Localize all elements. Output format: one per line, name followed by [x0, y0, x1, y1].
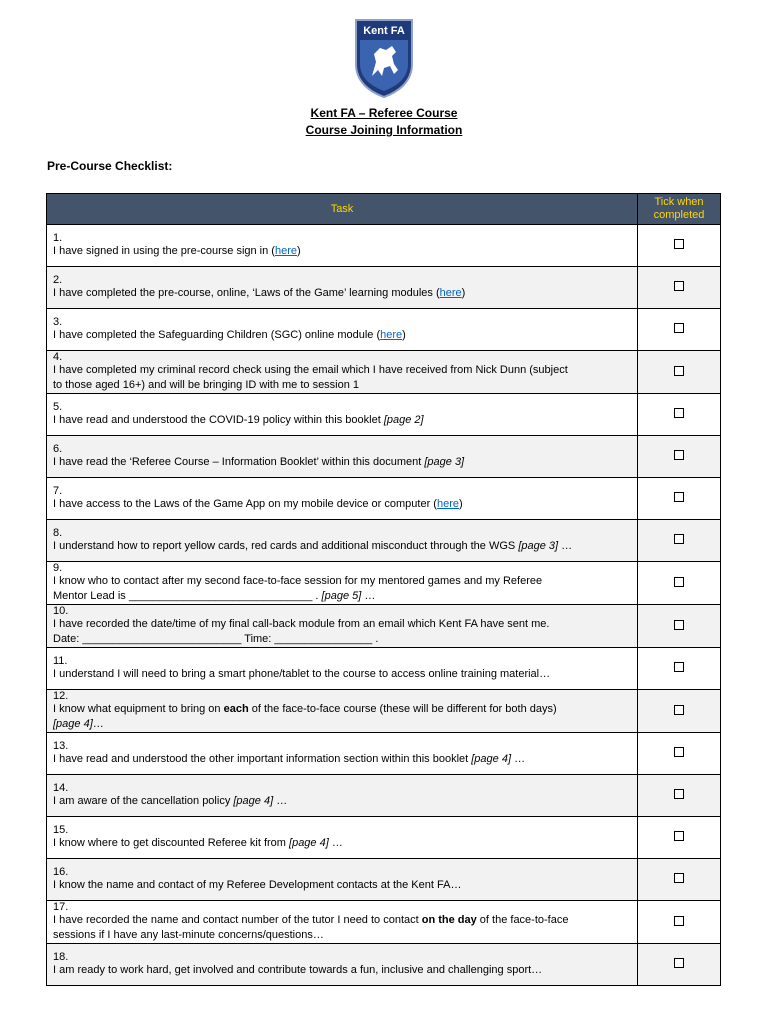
table-row [47, 351, 721, 394]
tick-checkbox[interactable] [674, 789, 684, 799]
tick-checkbox[interactable] [674, 662, 684, 672]
task-cell [47, 605, 638, 648]
task-text-line: … [92, 718, 104, 730]
header-tick-line-1: Tick when [654, 196, 704, 208]
task-text-line: Mentor Lead is ______________________________ . [53, 590, 322, 602]
tick-cell [638, 562, 721, 605]
page-reference: [page 4] [233, 795, 274, 807]
task-cell [47, 562, 638, 605]
table-row [47, 520, 721, 562]
table-row [47, 775, 721, 817]
task-text-line: I have completed my criminal record check using the email which I have received from Nick Dunn (subject [53, 364, 568, 376]
task-text-part: ) [461, 287, 466, 299]
task-number: 1. [53, 232, 63, 244]
task-number: 9. [53, 562, 63, 574]
task-number: 6. [53, 443, 63, 455]
table-row [47, 478, 721, 520]
page-reference: [page 5] [321, 590, 362, 602]
here-link[interactable]: here [380, 329, 403, 341]
task-text [53, 836, 618, 851]
task-cell [47, 690, 638, 733]
task-number: 12. [53, 690, 69, 702]
task-text [53, 794, 618, 809]
task-text-line: I know what equipment to bring on [53, 703, 224, 715]
tick-checkbox[interactable] [674, 747, 684, 757]
svg-text:Kent FA: Kent FA [363, 25, 405, 37]
task-number: 15. [53, 824, 69, 836]
tick-cell [638, 478, 721, 520]
tick-cell [638, 690, 721, 733]
task-text-part: … [511, 753, 526, 765]
tick-checkbox[interactable] [674, 366, 684, 376]
table-header-row [47, 194, 721, 225]
task-number: 18. [53, 951, 69, 963]
task-text [53, 497, 618, 512]
title-line-2: Course Joining Information [305, 123, 463, 137]
task-number: 11. [53, 655, 68, 667]
task-number: 3. [53, 316, 63, 328]
tick-checkbox[interactable] [674, 916, 684, 926]
task-text-part: I have signed in using the pre-course sign in ( [53, 245, 275, 257]
task-text-part: I am aware of the cancellation policy [53, 795, 234, 807]
header-task: Task [47, 194, 638, 225]
page-reference: [page 4] [289, 837, 329, 849]
task-text-part: I have completed the Safeguarding Children (SGC) online module ( [53, 329, 381, 341]
tick-cell [638, 267, 721, 309]
task-text-part: ) [402, 329, 406, 341]
task-text-part: … [328, 837, 343, 849]
table-row [47, 436, 721, 478]
task-text [53, 363, 618, 393]
task-text-line: to those aged 16+) and will be bringing ID with me to session 1 [53, 379, 360, 391]
table-row [47, 605, 721, 648]
page-reference: [page 3] [424, 456, 465, 468]
here-link[interactable]: here [436, 498, 459, 510]
table-row [47, 309, 721, 351]
task-cell [47, 901, 638, 944]
here-link[interactable]: here [274, 245, 297, 257]
table-row [47, 225, 721, 267]
tick-checkbox[interactable] [674, 281, 684, 291]
task-text-line: Date: __________________________ Time: ________________ . [53, 633, 379, 645]
task-text [53, 617, 618, 647]
tick-checkbox[interactable] [674, 492, 684, 502]
task-text-part: I have read and understood the COVID-19 policy within this booklet [53, 414, 384, 426]
task-text [53, 539, 618, 554]
task-text [53, 667, 618, 682]
tick-cell [638, 351, 721, 394]
task-text-part: I know where to get discounted Referee kit from [53, 837, 290, 849]
table-row [47, 562, 721, 605]
tick-cell [638, 309, 721, 351]
task-cell [47, 394, 638, 436]
task-text-part: ) [459, 498, 463, 510]
task-cell [47, 859, 638, 901]
task-number: 16. [53, 866, 69, 878]
task-text-line: I have recorded the name and contact number of the tutor I need to contact [53, 914, 422, 926]
table-row [47, 733, 721, 775]
tick-cell [638, 605, 721, 648]
table-row [47, 817, 721, 859]
table-row [47, 648, 721, 690]
tick-cell [638, 944, 721, 986]
task-text [53, 878, 618, 893]
task-text-line: … [361, 590, 376, 602]
tick-checkbox[interactable] [674, 831, 684, 841]
table-row [47, 901, 721, 944]
task-text [53, 963, 618, 978]
task-number: 10. [53, 605, 69, 617]
tick-checkbox[interactable] [674, 408, 684, 418]
task-text-part: … [558, 540, 573, 552]
tick-checkbox[interactable] [674, 577, 684, 587]
tick-cell [638, 520, 721, 562]
document-titles [0, 105, 768, 139]
tick-checkbox[interactable] [674, 873, 684, 883]
task-cell [47, 817, 638, 859]
task-text-line: sessions if I have any last-minute concerns/questions… [53, 929, 324, 941]
tick-cell [638, 733, 721, 775]
table-row [47, 944, 721, 986]
task-cell [47, 309, 638, 351]
task-text-part: I have completed the pre-course, online, ‘Laws of the Game’ learning modules ( [53, 287, 440, 299]
task-text-part: … [273, 795, 288, 807]
page-reference: [page 4] [53, 718, 93, 730]
task-cell [47, 775, 638, 817]
header-tick [638, 194, 721, 225]
task-text-line: of the face-to-face course (these will be different for both days) [248, 703, 557, 715]
task-text-part: I understand I will need to bring a smart phone/tablet to the course to access online training material… [53, 668, 551, 680]
tick-cell [638, 775, 721, 817]
pre-course-checklist-table [46, 193, 721, 986]
task-text [53, 752, 618, 767]
tick-checkbox[interactable] [674, 620, 684, 630]
task-cell [47, 478, 638, 520]
tick-checkbox[interactable] [674, 239, 684, 249]
task-number: 8. [53, 527, 63, 539]
task-emphasis: each [223, 703, 249, 715]
tick-checkbox[interactable] [674, 450, 684, 460]
here-link[interactable]: here [439, 287, 462, 299]
tick-cell [638, 859, 721, 901]
task-emphasis: on the day [421, 914, 477, 926]
task-text [53, 286, 618, 301]
tick-cell [638, 817, 721, 859]
tick-cell [638, 648, 721, 690]
task-text [53, 574, 618, 604]
task-number: 13. [53, 740, 69, 752]
table-row [47, 859, 721, 901]
task-text-part: I understand how to report yellow cards, red cards and additional misconduct through the WGS [53, 540, 519, 552]
table-row [47, 267, 721, 309]
task-cell [47, 351, 638, 394]
task-text-part: ) [297, 245, 301, 257]
header-tick-line-2: completed [653, 209, 705, 221]
task-text-line: I know who to contact after my second face-to-face session for my mentored games and my Referee [53, 575, 543, 587]
tick-checkbox[interactable] [674, 705, 684, 715]
page-reference: [page 4] [471, 753, 512, 765]
page-reference: [page 3] [518, 540, 559, 552]
task-text-line: I have recorded the date/time of my final call-back module from an email which Kent FA have sent me. [53, 618, 550, 630]
table-row [47, 394, 721, 436]
task-text-part: I know the name and contact of my Referee Development contacts at the Kent FA… [53, 879, 462, 891]
task-text-line: of the face-to-face [476, 914, 569, 926]
page-reference: [page 2] [383, 414, 424, 426]
kent-fa-logo [354, 18, 414, 98]
task-number: 17. [53, 901, 69, 913]
task-number: 5. [53, 401, 63, 413]
task-text [53, 455, 618, 470]
task-cell [47, 436, 638, 478]
tick-checkbox[interactable] [674, 958, 684, 968]
task-number: 14. [53, 782, 69, 794]
task-cell [47, 648, 638, 690]
task-text [53, 413, 618, 428]
task-cell [47, 267, 638, 309]
task-text-part: I have access to the Laws of the Game App on my mobile device or computer ( [53, 498, 437, 510]
section-title: Pre-Course Checklist: [47, 159, 173, 173]
task-cell [47, 225, 638, 267]
tick-cell [638, 901, 721, 944]
tick-cell [638, 394, 721, 436]
task-text [53, 328, 618, 343]
tick-checkbox[interactable] [674, 534, 684, 544]
task-text-part: I am ready to work hard, get involved and contribute towards a fun, inclusive and challenging sport… [53, 964, 543, 976]
task-text [53, 702, 618, 732]
task-text-part: I have read and understood the other important information section within this booklet [53, 753, 472, 765]
task-cell [47, 733, 638, 775]
task-number: 7. [53, 485, 63, 497]
title-line-1: Kent FA – Referee Course [310, 106, 458, 120]
task-cell [47, 520, 638, 562]
task-cell [47, 944, 638, 986]
task-number: 4. [53, 351, 63, 363]
task-number: 2. [53, 274, 63, 286]
table-row [47, 690, 721, 733]
tick-cell [638, 436, 721, 478]
task-text [53, 244, 618, 259]
tick-cell [638, 225, 721, 267]
task-text [53, 913, 618, 943]
tick-checkbox[interactable] [674, 323, 684, 333]
task-text-part: I have read the ‘Referee Course – Information Booklet’ within this document [53, 456, 425, 468]
